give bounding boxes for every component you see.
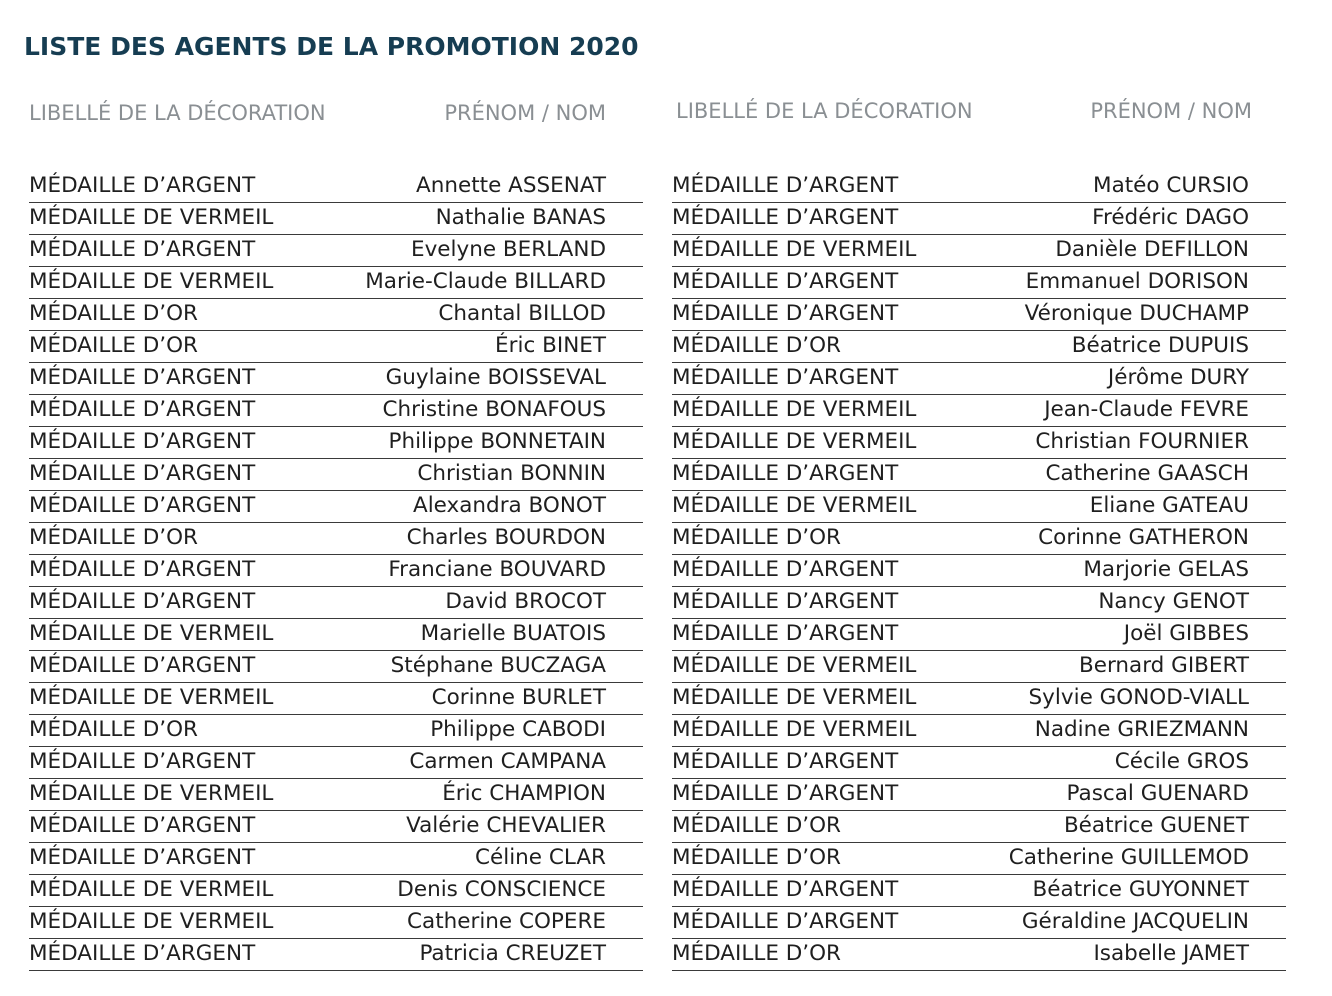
- decoration-label: MÉDAILLE D’ARGENT: [29, 557, 256, 582]
- person-name: Bernard GIBERT: [1078, 653, 1249, 678]
- person-name: Matéo CURSIO: [1093, 173, 1249, 198]
- decoration-label: MÉDAILLE D’ARGENT: [29, 397, 256, 422]
- column-header: [29, 101, 606, 133]
- page-title: LISTE DES AGENTS DE LA PROMOTION 2020: [24, 32, 639, 61]
- header-decoration-label: LIBELLÉ DE LA DÉCORATION: [29, 101, 326, 125]
- person-name: Danièle DEFILLON: [1055, 237, 1249, 262]
- table-row: [29, 939, 643, 971]
- person-name: Béatrice GUYONNET: [1032, 877, 1249, 902]
- decoration-label: MÉDAILLE D’OR: [672, 845, 841, 870]
- table-row: [672, 427, 1286, 459]
- decoration-label: MÉDAILLE D’ARGENT: [672, 269, 899, 294]
- decoration-label: MÉDAILLE D’ARGENT: [672, 173, 899, 198]
- person-name: Corinne GATHERON: [1038, 525, 1249, 550]
- person-name: Catherine GUILLEMOD: [1008, 845, 1249, 870]
- person-name: Marie-Claude BILLARD: [365, 269, 606, 294]
- table-row: [29, 491, 643, 523]
- person-name: Frédéric DAGO: [1092, 205, 1249, 230]
- header-decoration-label: LIBELLÉ DE LA DÉCORATION: [676, 99, 973, 123]
- table-row: [29, 267, 643, 299]
- person-name: Corinne BURLET: [431, 685, 606, 710]
- person-name: Cécile GROS: [1114, 749, 1249, 774]
- table-row: [672, 491, 1286, 523]
- table-row: [29, 459, 643, 491]
- person-name: Marjorie GELAS: [1083, 557, 1249, 582]
- decoration-label: MÉDAILLE D’ARGENT: [672, 301, 899, 326]
- decoration-label: MÉDAILLE DE VERMEIL: [672, 237, 917, 262]
- decoration-label: MÉDAILLE D’ARGENT: [29, 941, 256, 966]
- table-row: [672, 171, 1286, 203]
- table-row: [672, 555, 1286, 587]
- decoration-label: MÉDAILLE D’OR: [29, 333, 198, 358]
- decoration-label: MÉDAILLE D’OR: [29, 301, 198, 326]
- table-row: [29, 715, 643, 747]
- person-name: Nancy GENOT: [1098, 589, 1249, 614]
- decoration-label: MÉDAILLE D’ARGENT: [29, 653, 256, 678]
- decoration-label: MÉDAILLE D’OR: [29, 525, 198, 550]
- decoration-label: MÉDAILLE DE VERMEIL: [29, 877, 274, 902]
- person-name: Annette ASSENAT: [416, 173, 606, 198]
- table-row: [29, 843, 643, 875]
- person-name: Emmanuel DORISON: [1025, 269, 1249, 294]
- person-name: Jérôme DURY: [1107, 365, 1249, 390]
- table-row: [672, 203, 1286, 235]
- table-row: [672, 587, 1286, 619]
- decoration-label: MÉDAILLE D’ARGENT: [672, 781, 899, 806]
- person-name: Christian FOURNIER: [1035, 429, 1249, 454]
- decoration-label: MÉDAILLE D’OR: [29, 717, 198, 742]
- table-row: [29, 683, 643, 715]
- person-name: Géraldine JACQUELIN: [1021, 909, 1249, 934]
- table-row: [672, 363, 1286, 395]
- decoration-label: MÉDAILLE D’ARGENT: [29, 813, 256, 838]
- person-name: Denis CONSCIENCE: [397, 877, 606, 902]
- decoration-label: MÉDAILLE DE VERMEIL: [29, 621, 274, 646]
- person-name: Valérie CHEVALIER: [406, 813, 606, 838]
- decoration-label: MÉDAILLE DE VERMEIL: [29, 269, 274, 294]
- rows-list: [672, 171, 1286, 971]
- decoration-label: MÉDAILLE DE VERMEIL: [672, 493, 917, 518]
- table-row: [29, 907, 643, 939]
- decoration-label: MÉDAILLE D’OR: [672, 525, 841, 550]
- decoration-label: MÉDAILLE D’ARGENT: [29, 461, 256, 486]
- header-name-label: PRÉNOM / NOM: [444, 101, 606, 125]
- table-row: [672, 651, 1286, 683]
- person-name: Christine BONAFOUS: [382, 397, 606, 422]
- table-row: [29, 779, 643, 811]
- person-name: Philippe CABODI: [430, 717, 606, 742]
- decoration-label: MÉDAILLE DE VERMEIL: [29, 205, 274, 230]
- person-name: Catherine GAASCH: [1045, 461, 1249, 486]
- person-name: David BROCOT: [445, 589, 606, 614]
- person-name: Patricia CREUZET: [419, 941, 606, 966]
- table-row: [672, 779, 1286, 811]
- person-name: Nathalie BANAS: [435, 205, 606, 230]
- person-name: Joël GIBBES: [1123, 621, 1249, 646]
- decoration-label: MÉDAILLE D’OR: [672, 941, 841, 966]
- person-name: Evelyne BERLAND: [410, 237, 606, 262]
- decoration-label: MÉDAILLE DE VERMEIL: [672, 653, 917, 678]
- table-row: [672, 715, 1286, 747]
- table-row: [29, 171, 643, 203]
- table-row: [672, 939, 1286, 971]
- table-row: [29, 235, 643, 267]
- decoration-label: MÉDAILLE D’ARGENT: [29, 365, 256, 390]
- table-row: [672, 267, 1286, 299]
- person-name: Christian BONNIN: [417, 461, 606, 486]
- table-row: [29, 747, 643, 779]
- decoration-label: MÉDAILLE D’ARGENT: [29, 429, 256, 454]
- decoration-label: MÉDAILLE D’ARGENT: [29, 749, 256, 774]
- decoration-label: MÉDAILLE D’ARGENT: [29, 173, 256, 198]
- table-row: [672, 459, 1286, 491]
- person-name: Sylvie GONOD-VIALL: [1028, 685, 1249, 710]
- table-row: [29, 203, 643, 235]
- table-row: [29, 811, 643, 843]
- table-row: [672, 395, 1286, 427]
- person-name: Véronique DUCHAMP: [1024, 301, 1249, 326]
- person-name: Stéphane BUCZAGA: [390, 653, 606, 678]
- person-name: Béatrice DUPUIS: [1071, 333, 1249, 358]
- table-row: [672, 331, 1286, 363]
- table-row: [29, 587, 643, 619]
- table-row: [29, 875, 643, 907]
- table-row: [672, 811, 1286, 843]
- person-name: Charles BOURDON: [406, 525, 606, 550]
- decoration-label: MÉDAILLE DE VERMEIL: [672, 397, 917, 422]
- person-name: Carmen CAMPANA: [409, 749, 606, 774]
- table-row: [29, 299, 643, 331]
- table-row: [672, 683, 1286, 715]
- decoration-label: MÉDAILLE D’OR: [672, 813, 841, 838]
- person-name: Béatrice GUENET: [1063, 813, 1249, 838]
- decoration-label: MÉDAILLE D’ARGENT: [672, 909, 899, 934]
- decoration-label: MÉDAILLE DE VERMEIL: [672, 685, 917, 710]
- decoration-label: MÉDAILLE D’OR: [672, 333, 841, 358]
- decoration-label: MÉDAILLE DE VERMEIL: [29, 909, 274, 934]
- table-row: [672, 235, 1286, 267]
- person-name: Jean-Claude FEVRE: [1044, 397, 1249, 422]
- person-name: Catherine COPERE: [407, 909, 606, 934]
- decoration-label: MÉDAILLE DE VERMEIL: [29, 781, 274, 806]
- decoration-label: MÉDAILLE DE VERMEIL: [672, 717, 917, 742]
- table-row: [29, 619, 643, 651]
- person-name: Nadine GRIEZMANN: [1034, 717, 1249, 742]
- decoration-label: MÉDAILLE DE VERMEIL: [29, 685, 274, 710]
- decoration-label: MÉDAILLE D’ARGENT: [29, 237, 256, 262]
- table-row: [29, 523, 643, 555]
- decoration-label: MÉDAILLE D’ARGENT: [672, 557, 899, 582]
- decoration-label: MÉDAILLE D’ARGENT: [672, 205, 899, 230]
- table-row: [29, 331, 643, 363]
- decoration-label: MÉDAILLE D’ARGENT: [29, 589, 256, 614]
- table-row: [29, 395, 643, 427]
- column-header: [676, 99, 1252, 131]
- table-row: [672, 907, 1286, 939]
- table-row: [672, 843, 1286, 875]
- person-name: Isabelle JAMET: [1093, 941, 1249, 966]
- person-name: Céline CLAR: [474, 845, 606, 870]
- table-row: [29, 427, 643, 459]
- decoration-label: MÉDAILLE D’ARGENT: [672, 589, 899, 614]
- decoration-label: MÉDAILLE D’ARGENT: [672, 621, 899, 646]
- decoration-label: MÉDAILLE D’ARGENT: [29, 493, 256, 518]
- decoration-label: MÉDAILLE D’ARGENT: [672, 461, 899, 486]
- table-row: [672, 619, 1286, 651]
- decoration-label: MÉDAILLE D’ARGENT: [29, 845, 256, 870]
- table-row: [672, 747, 1286, 779]
- decoration-label: MÉDAILLE DE VERMEIL: [672, 429, 917, 454]
- person-name: Éric BINET: [495, 333, 606, 358]
- person-name: Eliane GATEAU: [1089, 493, 1249, 518]
- table-row: [672, 299, 1286, 331]
- decoration-label: MÉDAILLE D’ARGENT: [672, 749, 899, 774]
- person-name: Franciane BOUVARD: [388, 557, 606, 582]
- person-name: Pascal GUENARD: [1066, 781, 1249, 806]
- table-row: [29, 363, 643, 395]
- rows-list: [29, 171, 643, 971]
- table-row: [29, 555, 643, 587]
- person-name: Chantal BILLOD: [438, 301, 606, 326]
- table-row: [29, 651, 643, 683]
- header-name-label: PRÉNOM / NOM: [1090, 99, 1252, 123]
- decoration-label: MÉDAILLE D’ARGENT: [672, 877, 899, 902]
- person-name: Philippe BONNETAIN: [388, 429, 606, 454]
- decoration-label: MÉDAILLE D’ARGENT: [672, 365, 899, 390]
- person-name: Alexandra BONOT: [413, 493, 606, 518]
- person-name: Éric CHAMPION: [442, 781, 606, 806]
- person-name: Marielle BUATOIS: [420, 621, 606, 646]
- person-name: Guylaine BOISSEVAL: [385, 365, 606, 390]
- table-row: [672, 523, 1286, 555]
- table-row: [672, 875, 1286, 907]
